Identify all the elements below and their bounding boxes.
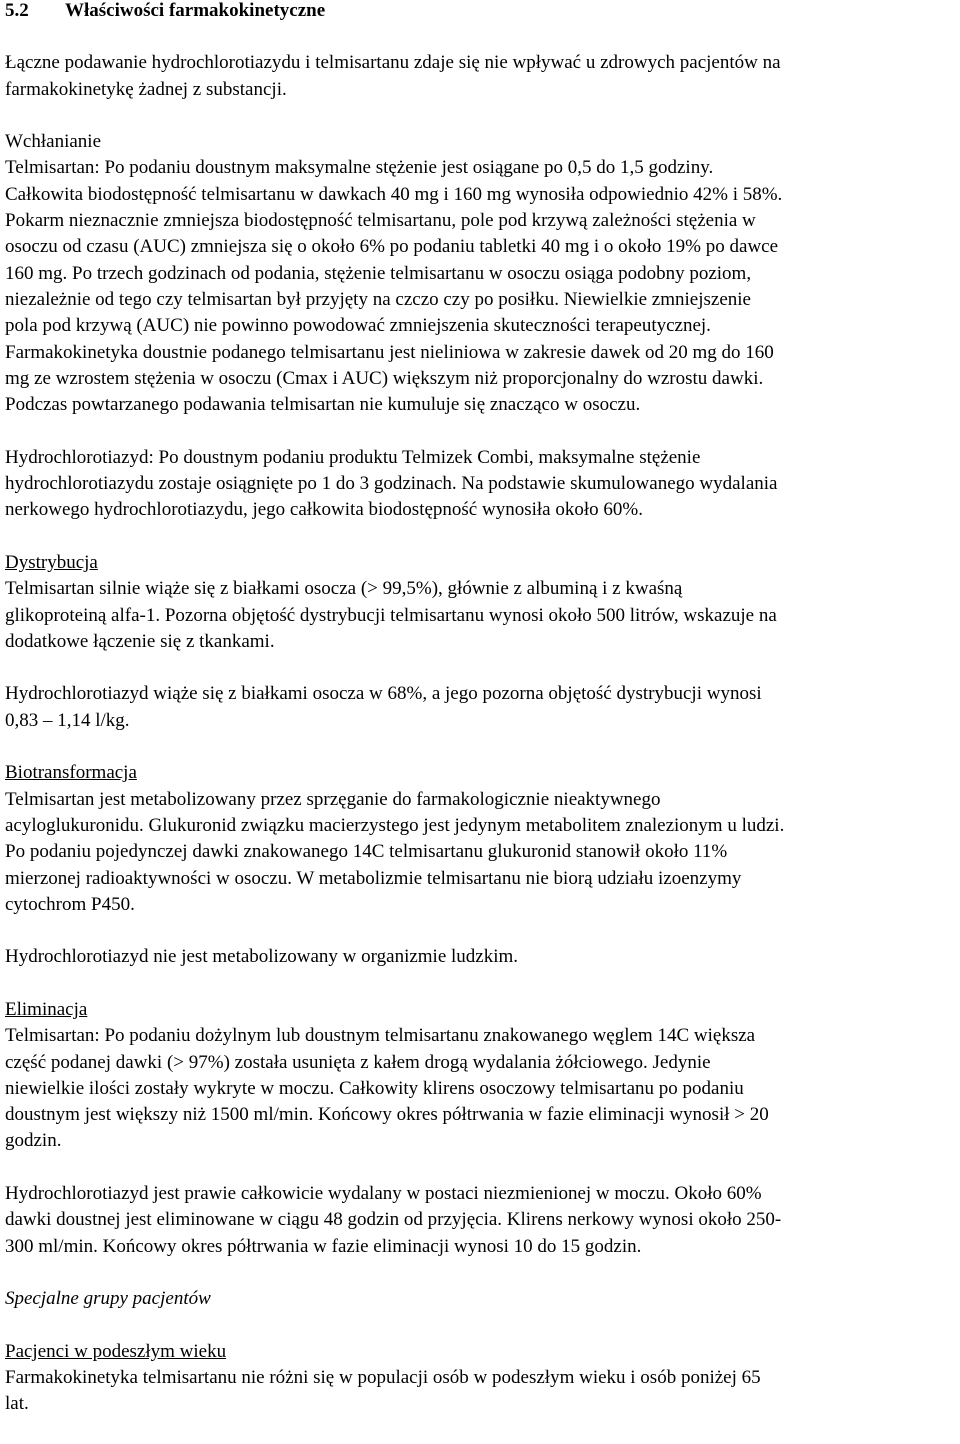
biotransformation-hydrochlorothiazide-paragraph: Hydrochlorotiazyd nie jest metabolizowany w organizmie ludzkim. <box>5 946 519 968</box>
elderly-heading: Pacjenci w podeszłym wieku <box>5 1340 227 1362</box>
section-heading <box>5 0 956 24</box>
biotransformation-telmisartan-paragraph: Telmisartan jest metabolizowany przez sprzęganie do farmakologicznie nieaktywnego acyloglukuronidu. Glukuronid związku macierzystego jest jedynym metabolitem znalezionym u ludzi. Po podaniu pojedynczej dawki znakowanego 14C telmisartanu glukuronid stanowił około 11% mierzonej radioaktywności w osoczu. W metabolizmie telmisartanu nie biorą udziału izoenzymy cytochrom P450. <box>5 788 785 915</box>
elimination-hydrochlorothiazide-paragraph: Hydrochlorotiazyd jest prawie całkowicie wydalany w postaci niezmienionej w moczu. Około 60% dawki doustnej jest eliminowane w ciągu 48 godzin od przyjęcia. Klirens nerkowy wynosi około 250- 300 ml/min. Końcowy okres półtrwania w fazie eliminacji wynosi 10 do 15 godzin. <box>5 1183 782 1257</box>
spacer <box>5 918 956 944</box>
absorption-heading: Wchłanianie <box>5 131 102 153</box>
spacer <box>5 1313 956 1339</box>
distribution-heading: Dystrybucja <box>5 551 98 573</box>
distribution-telmisartan-paragraph: Telmisartan silnie wiąże się z białkami osocza (> 99,5%), głównie z albuminą i z kwaśną glikoproteiną alfa-1. Pozorna objętość dystrybucji telmisartanu wynosi około 500 litrów, wskazuje na dodatkowe łączenie się z tkankami. <box>5 578 777 652</box>
spacer <box>5 1260 956 1286</box>
biotransformation-heading: Biotransformacja <box>5 762 137 784</box>
special-groups-heading: Specjalne grupy pacjentów <box>5 1288 211 1310</box>
spacer <box>5 734 956 760</box>
section-title: Właściwości farmakokinetyczne <box>65 0 326 21</box>
absorption-hydrochlorothiazide-paragraph: Hydrochlorotiazyd: Po doustnym podaniu produktu Telmizek Combi, maksymalne stężenie hydrochlorotiazydu zostaje osiągnięte po 1 do 3 godzinach. Na podstawie skumulowanego wydalania nerkowego hydrochlorotiazydu, jego całkowita biodostępność wynosiła około 60%. <box>5 446 778 521</box>
intro-paragraph: Łączne podawanie hydrochlorotiazydu i telmisartanu zdaje się nie wpływać u zdrowych pacjentów na farmakokinetykę żadnej z substancji. <box>5 52 781 100</box>
absorption-telmisartan-paragraph: Telmisartan: Po podaniu doustnym maksymalne stężenie jest osiągane po 0,5 do 1,5 godziny. Całkowita biodostępność telmisartanu w dawkach 40 mg i 160 mg wynosiła odpowiednio 42% i 58%. Pokarm nieznacznie zmniejsza biodostępność telmisartanu, pole pod krzywą zależności stężenia w osoczu od czasu (AUC) zmniejsza się o około 6% po podaniu tabletki 40 mg i o około 19% po dawce 160 mg. Po trzech godzinach od podania, stężenie telmisartanu w osoczu osiąga podobny poziom, niezależnie od tego czy telmisartan był przyjęty na czczo czy po posiłku. Niewielkie zmniejszenie pola pod krzywą (AUC) nie powinno powodować zmniejszenia skuteczności terapeutycznej. Farmakokinetyka doustnie podanego telmisartanu jest nieliniowa w zakresie dawek od 20 mg do 160 mg ze wzrostem stężenia w osoczu (Cmax i AUC) większym niż proporcjonalny do wzrostu dawki. Podczas powtarzanego podawania telmisartan nie kumuluje się znacząco w osoczu. <box>5 157 783 416</box>
elderly-paragraph: Farmakokinetyka telmisartanu nie różni się w populacji osób w podeszłym wieku i osób poniżej 65 lat. <box>5 1367 761 1415</box>
distribution-hydrochlorothiazide-paragraph: Hydrochlorotiazyd wiąże się z białkami osocza w 68%, a jego pozorna objętość dystrybucji wynosi 0,83 – 1,14 l/kg. <box>5 683 762 731</box>
spacer <box>5 524 956 550</box>
spacer <box>5 655 956 681</box>
section-number: 5.2 <box>5 0 29 21</box>
spacer <box>5 1155 956 1181</box>
spacer <box>5 24 956 50</box>
spacer <box>5 971 956 997</box>
spacer <box>5 418 956 444</box>
spacer <box>5 103 956 129</box>
elimination-heading: Eliminacja <box>5 998 88 1020</box>
elimination-telmisartan-paragraph: Telmisartan: Po podaniu dożylnym lub doustnym telmisartanu znakowanego węglem 14C większa część podanej dawki (> 97%) została usunięta z kałem drogą wydalania żółciowego. Jedynie niewielkie ilości zostały wykryte w moczu. Całkowity klirens osoczowy telmisartanu po podaniu doustnym jest większy niż 1500 ml/min. Końcowy okres półtrwania w fazie eliminacji wynosił > 20 godzin. <box>5 1025 769 1152</box>
